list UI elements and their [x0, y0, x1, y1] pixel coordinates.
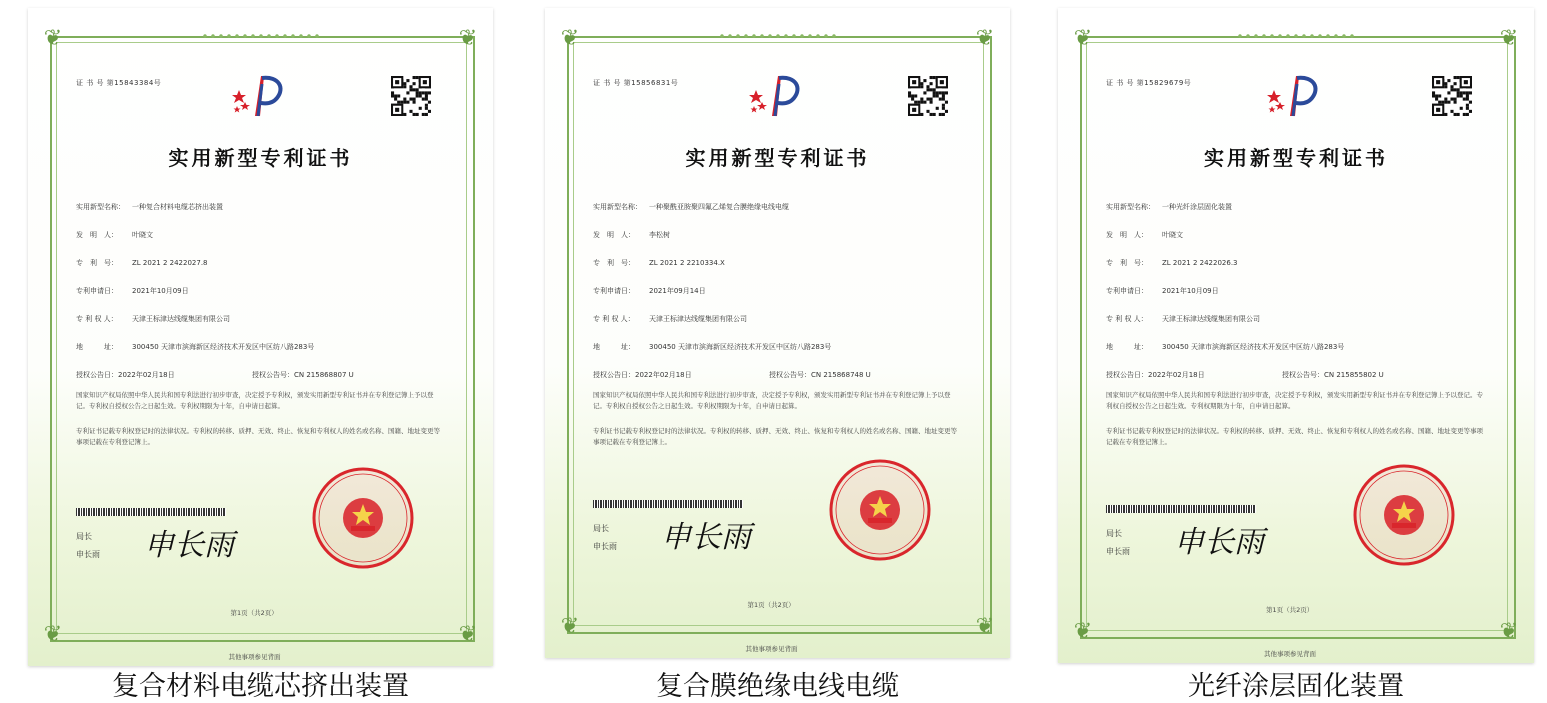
official-seal-icon [1352, 463, 1456, 567]
certificate-field [1106, 342, 1344, 352]
field-value: 300450 天津市滨海新区经济技术开发区中区纺八路283号 [649, 343, 832, 351]
field-value: 天津王标津达线缆集团有限公司 [132, 315, 230, 323]
field-value: 一种光纤涂层固化装置 [1162, 203, 1232, 211]
field-value: 天津王标津达线缆集团有限公司 [1162, 315, 1260, 323]
field-label: 实用新型名称： [1106, 203, 1155, 211]
footer-note: 其他事项参见背面 [1264, 650, 1316, 658]
certificate-field [1106, 286, 1219, 296]
certificate-field [76, 258, 208, 268]
certificate-number: 证 书 号 第15856831号 [593, 79, 679, 87]
field-label: 地 址： [593, 343, 635, 351]
certificate-field [76, 286, 189, 296]
certificate-paragraph: 专利证书记载专利权登记时的法律状况。专利权的转移、质押、无效、终止、恢复和专利权人的姓名或名称、国籍、地址变更等事项记载在专利登记簿上。 [76, 427, 440, 446]
certificate-field [76, 202, 223, 212]
certificate-title: 实用新型专利证书 [1204, 146, 1388, 170]
field-value: ZL 2021 2 2210334.X [649, 259, 725, 267]
certificate-card [28, 8, 493, 666]
certificate-number: 证 书 号 第15843384号 [76, 79, 162, 87]
qr-code-icon [1432, 76, 1472, 116]
certificate-caption: 复合材料电缆芯挤出装置 [112, 671, 409, 702]
cnipa-logo-icon [1266, 72, 1322, 122]
certificate-field [1106, 314, 1260, 324]
top-ornament-icon [201, 31, 321, 41]
grant-date: 授权公告日：2022年02月18日 [1106, 371, 1205, 379]
page-number: 第1页（共2页） [230, 609, 278, 617]
certificate-field [76, 230, 153, 240]
qr-code-icon [908, 76, 948, 116]
footer-note: 其他事项参见背面 [228, 653, 281, 661]
field-value: 一种复合材料电缆芯挤出装置 [132, 203, 223, 211]
signature-title: 局长 [1106, 529, 1122, 538]
field-label: 实用新型名称： [593, 203, 642, 211]
field-value: 2021年10月09日 [132, 287, 189, 295]
field-value: 叶晓文 [1162, 231, 1183, 239]
grant-number: 授权公告号：CN 215868748 U [769, 371, 871, 379]
official-seal-icon [828, 458, 932, 562]
grant-date: 授权公告日：2022年02月18日 [593, 371, 692, 379]
field-value: 天津王标津达线缆集团有限公司 [649, 315, 747, 323]
field-value: 2021年09月14日 [649, 287, 706, 295]
certificate-field [593, 286, 706, 296]
certificate-field [1106, 230, 1183, 240]
corner-ornament-icon: ❦ [975, 26, 995, 51]
field-label: 专利申请日： [1106, 287, 1148, 295]
certificate-field [76, 342, 314, 352]
field-label: 地 址： [1106, 343, 1148, 351]
corner-ornament-icon: ❦ [458, 26, 478, 51]
corner-ornament-icon: ❦ [975, 614, 995, 639]
certificate-caption: 复合膜绝缘电线电缆 [656, 671, 899, 702]
certificate-paragraph: 国家知识产权局依照中华人民共和国专利法进行初步审查，决定授予专利权，颁发实用新型专利证书并在专利登记簿上予以登记。专利权自授权公告之日起生效。专利权期限为十年，自申请日起算。 [593, 391, 951, 410]
page-number: 第1页（共2页） [747, 601, 795, 609]
corner-ornament-icon: ❦ [560, 614, 580, 639]
field-label: 专 利 权 人： [593, 315, 635, 323]
certificate-title: 实用新型专利证书 [685, 146, 870, 170]
certificate-field [593, 342, 831, 352]
certificate-paragraph: 专利证书记载专利权登记时的法律状况。专利权的转移、质押、无效、终止、恢复和专利权人的姓名或名称、国籍、地址变更等事项记载在专利登记簿上。 [593, 427, 957, 446]
field-label: 专 利 权 人： [1106, 315, 1148, 323]
certificate-field [1106, 258, 1238, 268]
footer-note: 其他事项参见背面 [745, 645, 798, 653]
field-value: ZL 2021 2 2422026.3 [1162, 259, 1238, 267]
signature-title: 局长 [76, 532, 92, 541]
certificate-field [593, 202, 789, 212]
barcode-icon [593, 500, 743, 508]
certificate-field [593, 230, 670, 240]
certificate-field [1106, 202, 1232, 212]
certificate-paragraph: 国家知识产权局依照中华人民共和国专利法进行初步审查，决定授予专利权，颁发实用新型专利证书并在专利登记簿上予以登记。专利权自授权公告之日起生效。专利权期限为十年，自申请日起算。 [1106, 391, 1483, 410]
corner-ornament-icon: ❦ [1073, 619, 1093, 644]
top-ornament-icon [718, 31, 838, 41]
barcode-icon [76, 508, 226, 516]
certificate-card [1058, 8, 1534, 663]
cnipa-logo-icon [748, 72, 804, 122]
signature-name: 申长雨 [76, 550, 100, 559]
certificate-title: 实用新型专利证书 [168, 146, 353, 170]
qr-code-icon [391, 76, 431, 116]
field-label: 专利申请日： [76, 287, 118, 295]
field-label: 专利申请日： [593, 287, 635, 295]
field-value: 一种聚酰亚胺聚四氟乙烯复合膜绝缘电线电缆 [649, 203, 789, 211]
field-label: 专 利 号： [76, 259, 118, 267]
field-label: 专 利 号： [593, 259, 635, 267]
field-value: 300450 天津市滨海新区经济技术开发区中区纺八路283号 [1162, 343, 1345, 351]
certificate-caption: 光纤涂层固化装置 [1188, 671, 1404, 702]
certificate-paragraph: 国家知识产权局依照中华人民共和国专利法进行初步审查，决定授予专利权，颁发实用新型专利证书并在专利登记簿上予以登记。专利权自授权公告之日起生效。专利权期限为十年，自申请日起算。 [76, 391, 434, 410]
certificate-paragraph: 专利证书记载专利权登记时的法律状况。专利权的转移、质押、无效、终止、恢复和专利权人的姓名或名称、国籍、地址变更等事项记载在专利登记簿上。 [1106, 427, 1483, 446]
corner-ornament-icon: ❦ [458, 622, 478, 647]
grant-number: 授权公告号：CN 215868807 U [252, 371, 354, 379]
handwritten-signature: 申长雨 [144, 528, 234, 563]
corner-ornament-icon: ❦ [1073, 26, 1093, 51]
field-value: 300450 天津市滨海新区经济技术开发区中区纺八路283号 [132, 343, 315, 351]
field-label: 发 明 人： [76, 231, 118, 239]
handwritten-signature: 申长雨 [1174, 525, 1264, 560]
signature-title: 局长 [593, 524, 609, 533]
certificate-field [593, 314, 747, 324]
field-label: 地 址： [76, 343, 118, 351]
signature-name: 申长雨 [593, 542, 617, 551]
corner-ornament-icon: ❦ [1499, 619, 1519, 644]
certificate-number: 证 书 号 第15829679号 [1106, 79, 1192, 87]
field-label: 专 利 号： [1106, 259, 1148, 267]
field-label: 实用新型名称： [76, 203, 125, 211]
handwritten-signature: 申长雨 [661, 520, 751, 555]
certificate-field [76, 314, 230, 324]
corner-ornament-icon: ❦ [43, 26, 63, 51]
field-value: ZL 2021 2 2422027.8 [132, 259, 208, 267]
certificate-field [593, 258, 725, 268]
page-number: 第1页（共2页） [1266, 606, 1314, 614]
field-label: 发 明 人： [1106, 231, 1148, 239]
grant-date: 授权公告日：2022年02月18日 [76, 371, 175, 379]
corner-ornament-icon: ❦ [560, 26, 580, 51]
field-label: 发 明 人： [593, 231, 635, 239]
field-value: 2021年10月09日 [1162, 287, 1219, 295]
field-value: 李松树 [649, 231, 670, 239]
grant-number: 授权公告号：CN 215855802 U [1282, 371, 1384, 379]
barcode-icon [1106, 505, 1256, 513]
field-value: 叶晓文 [132, 231, 153, 239]
cnipa-logo-icon [231, 72, 287, 122]
signature-name: 申长雨 [1106, 547, 1130, 556]
official-seal-icon [311, 466, 415, 570]
top-ornament-icon [1236, 31, 1356, 41]
corner-ornament-icon: ❦ [1499, 26, 1519, 51]
certificate-card [545, 8, 1010, 658]
corner-ornament-icon: ❦ [43, 622, 63, 647]
field-label: 专 利 权 人： [76, 315, 118, 323]
